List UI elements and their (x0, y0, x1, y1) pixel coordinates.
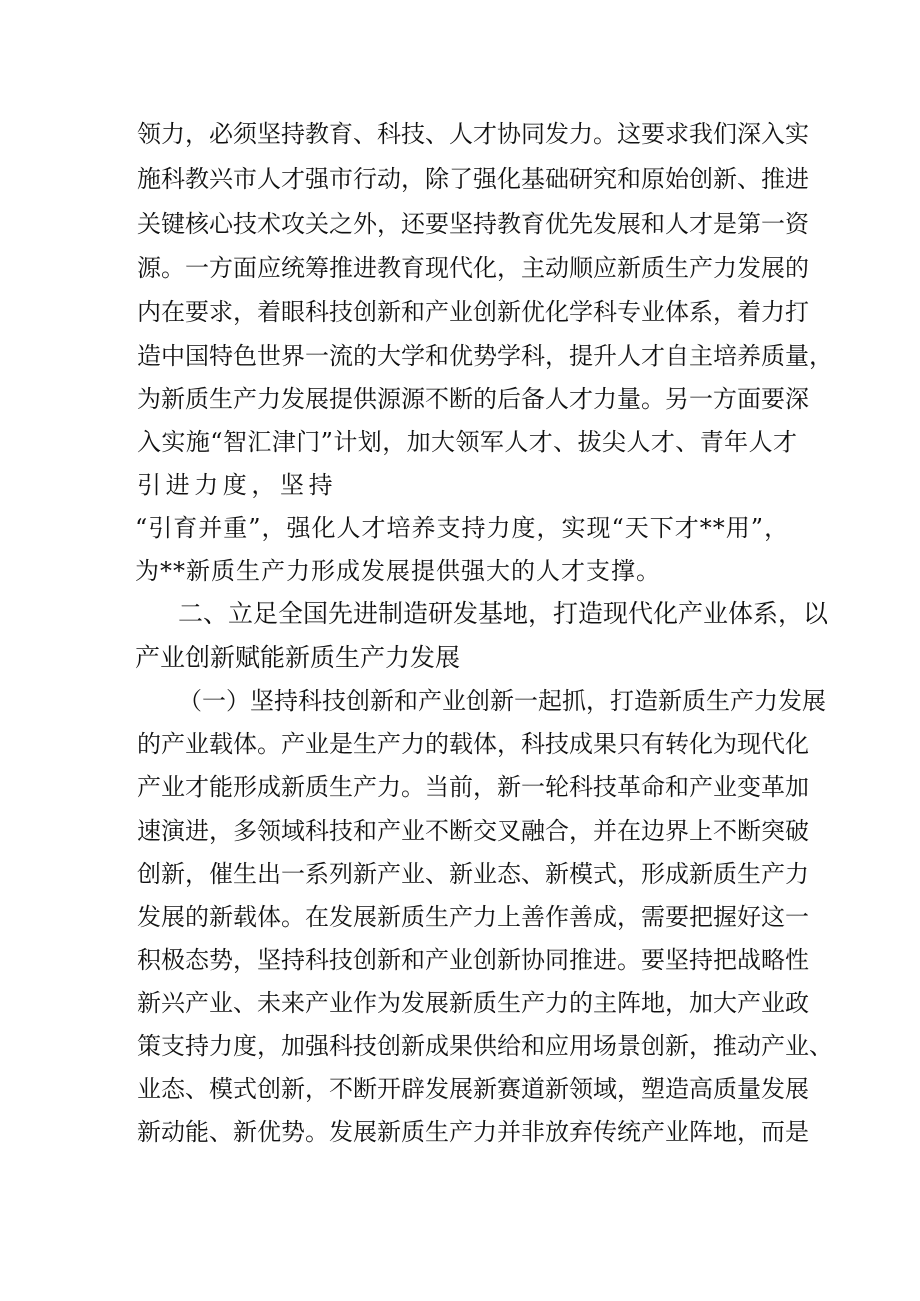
paragraph-line: 关键核心技术攻关之外，还要坚持教育优先发展和人才是第一资 (137, 210, 809, 238)
paragraph-line: 新兴产业、未来产业作为发展新质生产力的主阵地，加大产业政 (137, 989, 809, 1017)
paragraph-line: 源。一方面应统筹推进教育现代化，主动顺应新质生产力发展的 (137, 254, 809, 282)
paragraph-line: 业态、模式创新，不断开辟发展新赛道新领域，塑造高质量发展 (137, 1075, 809, 1103)
paragraph-line: 入实施“智汇津门”计划，加大领军人才、拔尖人才、青年人才 (137, 428, 797, 456)
paragraph-line: 为新质生产力发展提供源源不断的后备人才力量。另一方面要深 (137, 385, 809, 413)
paragraph-line: “引育并重”，强化人才培养支持力度，实现“天下才**用”， (135, 514, 790, 542)
paragraph-line: 策支持力度，加强科技创新成果供给和应用场景创新，推动产业、 (137, 1032, 833, 1060)
paragraph-line: 积极态势，坚持科技创新和产业创新协同推进。要坚持把战略性 (137, 946, 809, 974)
paragraph-line: 造中国特色世界一流的大学和优势学科，提升人才自主培养质量， (137, 342, 833, 370)
paragraph-line: （一）坚持科技创新和产业创新一起抓，打造新质生产力发展 (178, 687, 826, 715)
paragraph-line: 施科教兴市人才强市行动，除了强化基础研究和原始创新、推进 (137, 165, 809, 193)
section-heading-line-1: 二、立足全国先进制造研发基地，打造现代化产业体系，以 (178, 599, 829, 628)
paragraph-line: 速演进，多领域科技和产业不断交叉融合，并在边界上不断突破 (137, 817, 809, 845)
paragraph-line: 内在要求，着眼科技创新和产业创新优化学科专业体系，着力打 (137, 298, 809, 326)
section-heading-line-2: 产业创新赋能新质生产力发展 (135, 643, 461, 672)
paragraph-line: 产业才能形成新质生产力。当前，新一轮科技革命和产业变革加 (137, 773, 809, 801)
paragraph-line: 新动能、新优势。发展新质生产力并非放弃传统产业阵地，而是 (137, 1118, 809, 1146)
paragraph-line: 引进力度，坚持 (137, 471, 338, 499)
paragraph-line: 创新，催生出一系列新产业、新业态、新模式，形成新质生产力 (137, 860, 809, 888)
paragraph-line: 为**新质生产力形成发展提供强大的人才支撑。 (135, 557, 661, 585)
paragraph-line: 的产业载体。产业是生产力的载体，科技成果只有转化为现代化 (137, 730, 809, 758)
paragraph-line: 领力，必须坚持教育、科技、人才协同发力。这要求我们深入实 (137, 120, 809, 148)
paragraph-line: 发展的新载体。在发展新质生产力上善作善成，需要把握好这一 (137, 903, 809, 931)
